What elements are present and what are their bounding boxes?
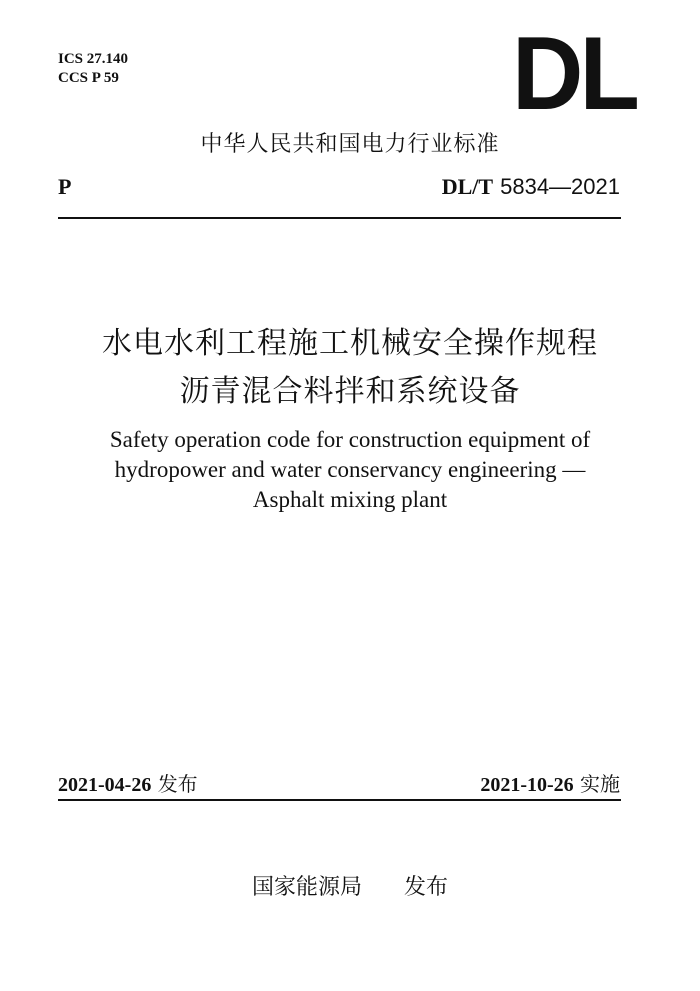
issue-date bbox=[58, 768, 198, 797]
standard-prefix: DL/T bbox=[441, 174, 494, 199]
implementation-label: 实施 bbox=[580, 772, 620, 796]
footer-divider bbox=[58, 799, 621, 801]
issue-date-value: 2021-04-26 bbox=[58, 774, 152, 796]
dl-logo: DL bbox=[512, 16, 637, 132]
english-title bbox=[0, 425, 700, 515]
header-divider bbox=[58, 217, 621, 219]
ics-code: ICS 27.140 bbox=[58, 51, 129, 67]
standard-category: P bbox=[58, 174, 72, 199]
publisher-action: 发布 bbox=[403, 875, 448, 900]
standard-code: 5834—2021 bbox=[500, 174, 620, 199]
issuing-organization: 中华人民共和国电力行业标准 bbox=[200, 132, 500, 157]
english-title-line-1: Safety operation code for construction equipment of bbox=[109, 427, 591, 452]
issue-label: 发布 bbox=[157, 772, 198, 796]
publisher bbox=[0, 870, 700, 901]
english-title-line-3: Asphalt mixing plant bbox=[252, 487, 448, 512]
chinese-title-line-2: 沥青混合料拌和系统设备 bbox=[179, 374, 521, 409]
english-title-line-2: hydropower and water conservancy engineering — bbox=[114, 457, 586, 482]
ccs-code: CCS P 59 bbox=[58, 70, 119, 86]
implementation-date bbox=[480, 768, 620, 797]
standard-number bbox=[442, 174, 620, 200]
chinese-title-line-1: 水电水利工程施工机械安全操作规程 bbox=[102, 326, 598, 361]
publisher-name: 国家能源局 bbox=[252, 875, 363, 900]
classification-codes bbox=[58, 50, 128, 88]
implementation-date-value: 2021-10-26 bbox=[480, 774, 574, 796]
